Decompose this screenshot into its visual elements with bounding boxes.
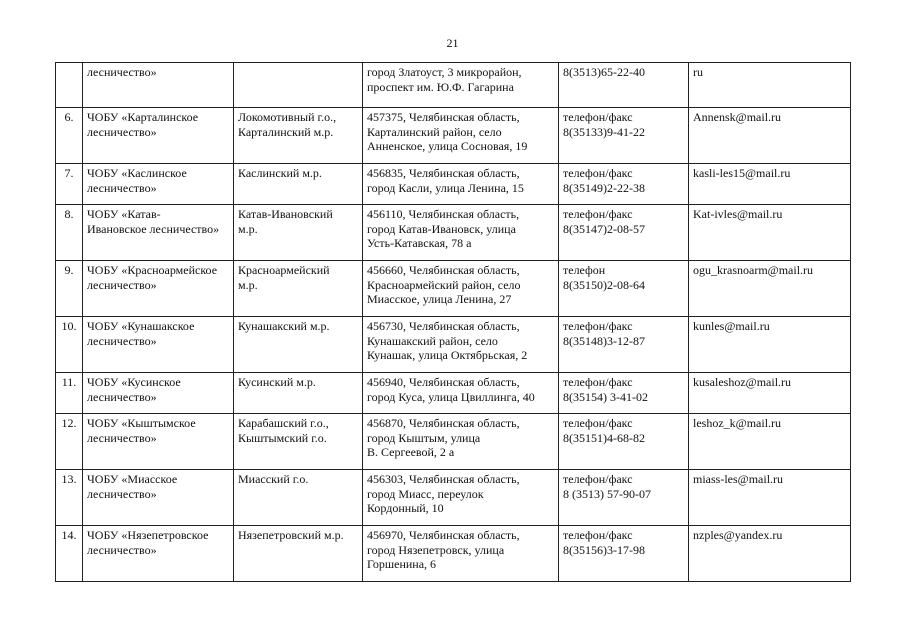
forestry-name-cell: ЧОБУ «Каслинское лесничество» — [83, 164, 234, 205]
row-number-cell: 6. — [56, 108, 83, 164]
address-cell: 456970, Челябинская область, город Нязепетровск, улица Горшенина, 6 — [363, 526, 559, 582]
phone-cell: телефон/факс 8(35151)4-68-82 — [559, 414, 689, 470]
territory-cell: Каслинский м.р. — [234, 164, 363, 205]
email-cell: Kat-ivles@mail.ru — [689, 205, 851, 261]
phone-cell: телефон/факс 8(35148)3-12-87 — [559, 317, 689, 373]
table-row — [56, 470, 851, 526]
address-cell: 456303, Челябинская область, город Миасс, переулок Кордонный, 10 — [363, 470, 559, 526]
territory-cell: Красноармейский м.р. — [234, 261, 363, 317]
address-cell: 456730, Челябинская область, Кунашакский район, село Кунашак, улица Октябрьская, 2 — [363, 317, 559, 373]
forestry-table — [55, 62, 851, 582]
territory-cell: Катав-Ивановский м.р. — [234, 205, 363, 261]
phone-cell: телефон/факс 8(35133)9-41-22 — [559, 108, 689, 164]
address-cell: 456940, Челябинская область, город Куса, улица Цвиллинга, 40 — [363, 373, 559, 414]
email-cell: leshoz_k@mail.ru — [689, 414, 851, 470]
table-row — [56, 414, 851, 470]
forestry-name-cell: ЧОБУ «Кыштымское лесничество» — [83, 414, 234, 470]
forestry-name-cell: ЧОБУ «Катав- Ивановское лесничество» — [83, 205, 234, 261]
phone-cell: телефон 8(35150)2-08-64 — [559, 261, 689, 317]
forestry-name-cell: ЧОБУ «Красноармейское лесничество» — [83, 261, 234, 317]
territory-cell: Кунашакский м.р. — [234, 317, 363, 373]
phone-cell: телефон/факс 8(35156)3-17-98 — [559, 526, 689, 582]
email-cell: nzples@yandex.ru — [689, 526, 851, 582]
table-row — [56, 373, 851, 414]
territory-cell: Карабашский г.о., Кыштымский г.о. — [234, 414, 363, 470]
table-body — [56, 63, 851, 582]
table-row — [56, 261, 851, 317]
territory-cell — [234, 63, 363, 108]
email-cell: ogu_krasnoarm@mail.ru — [689, 261, 851, 317]
email-cell: miass-les@mail.ru — [689, 470, 851, 526]
table-row — [56, 164, 851, 205]
address-cell: 456835, Челябинская область, город Касли, улица Ленина, 15 — [363, 164, 559, 205]
row-number-cell: 8. — [56, 205, 83, 261]
table-row — [56, 205, 851, 261]
forestry-name-cell: лесничество» — [83, 63, 234, 108]
email-cell: kasli-les15@mail.ru — [689, 164, 851, 205]
row-number-cell: 9. — [56, 261, 83, 317]
address-cell: 456660, Челябинская область, Красноармейский район, село Миасское, улица Ленина, 27 — [363, 261, 559, 317]
territory-cell: Миасский г.о. — [234, 470, 363, 526]
forestry-name-cell: ЧОБУ «Карталинское лесничество» — [83, 108, 234, 164]
address-cell: город Златоуст, 3 микрорайон, проспект им. Ю.Ф. Гагарина — [363, 63, 559, 108]
row-number-cell: 10. — [56, 317, 83, 373]
territory-cell: Нязепетровский м.р. — [234, 526, 363, 582]
forestry-name-cell: ЧОБУ «Кусинское лесничество» — [83, 373, 234, 414]
phone-cell: телефон/факс 8(35154) 3-41-02 — [559, 373, 689, 414]
phone-cell: телефон/факс 8(35147)2-08-57 — [559, 205, 689, 261]
row-number-cell: 13. — [56, 470, 83, 526]
territory-cell: Кусинский м.р. — [234, 373, 363, 414]
address-cell: 457375, Челябинская область, Карталинский район, село Анненское, улица Сосновая, 19 — [363, 108, 559, 164]
table-row — [56, 317, 851, 373]
territory-cell: Локомотивный г.о., Карталинский м.р. — [234, 108, 363, 164]
phone-cell: телефон/факс 8 (3513) 57-90-07 — [559, 470, 689, 526]
forestry-name-cell: ЧОБУ «Миасское лесничество» — [83, 470, 234, 526]
row-number-cell — [56, 63, 83, 108]
forestry-name-cell: ЧОБУ «Нязепетровское лесничество» — [83, 526, 234, 582]
phone-cell: 8(3513)65-22-40 — [559, 63, 689, 108]
row-number-cell: 11. — [56, 373, 83, 414]
email-cell: ru — [689, 63, 851, 108]
email-cell: Annensk@mail.ru — [689, 108, 851, 164]
address-cell: 456110, Челябинская область, город Катав-Ивановск, улица Усть-Катавская, 78 а — [363, 205, 559, 261]
table-row — [56, 526, 851, 582]
row-number-cell: 14. — [56, 526, 83, 582]
email-cell: kunles@mail.ru — [689, 317, 851, 373]
row-number-cell: 12. — [56, 414, 83, 470]
table-row — [56, 63, 851, 108]
phone-cell: телефон/факс 8(35149)2-22-38 — [559, 164, 689, 205]
address-cell: 456870, Челябинская область, город Кыштым, улица В. Сергеевой, 2 а — [363, 414, 559, 470]
page-number: 21 — [446, 36, 459, 50]
table-row — [56, 108, 851, 164]
email-cell: kusaleshoz@mail.ru — [689, 373, 851, 414]
forestry-name-cell: ЧОБУ «Кунашакское лесничество» — [83, 317, 234, 373]
row-number-cell: 7. — [56, 164, 83, 205]
